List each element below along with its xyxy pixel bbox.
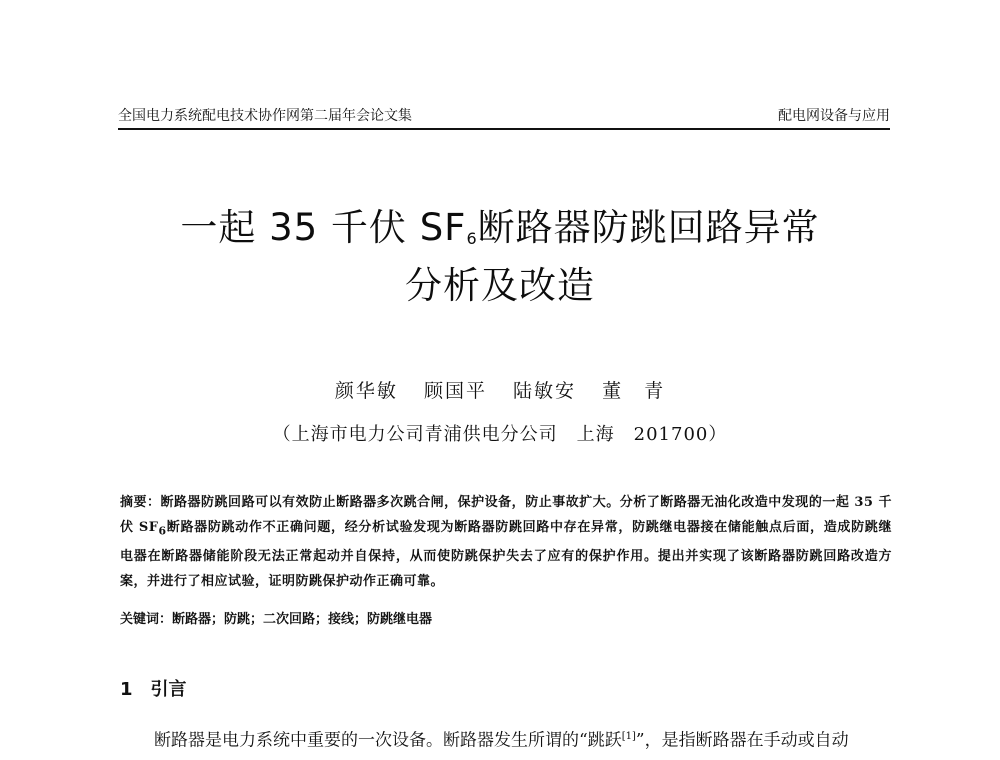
title-suffix: 断路器防跳回路异常 [477, 206, 820, 249]
paper-title-line2: 分析及改造 [405, 264, 595, 307]
header-journal-title: 全国电力系统配电技术协作网第二届年会论文集 [118, 108, 412, 124]
author: 颜华敏 [334, 380, 398, 402]
body-paragraph [120, 722, 892, 756]
section-number: 1 [120, 679, 133, 700]
section-heading [120, 675, 187, 701]
author-list [0, 376, 1000, 403]
abstract [120, 490, 892, 594]
citation-ref: [1] [621, 731, 636, 742]
title-subscript: 6 [466, 229, 478, 248]
author: 陆敏安 [513, 380, 577, 402]
keywords-label: 关键词： [120, 612, 173, 627]
running-header [118, 106, 890, 130]
keywords [120, 609, 892, 631]
author: 顾国平 [423, 380, 487, 402]
abstract-label: 摘要： [120, 495, 161, 510]
affiliation: （上海市电力公司青浦供电分公司 上海 201700） [272, 424, 728, 445]
paper-title-line1 [0, 203, 1000, 264]
abstract-subscript: 6 [158, 524, 167, 538]
abstract-text-2: 断路器防跳动作不正确问题，经分析试验发现为断路器防跳回路中存在异常，防跳继电器接在储能触点后面，造成防跳继电器在断路器储能阶段无法正常起动并自保持，从而使防跳保护失去了应有的保护作用。提出并实现了该断路器防跳回路改造方案，并进行了相应试验，证明防跳保护动作正确可靠。 [120, 520, 892, 589]
header-section-name: 配电网设备与应用 [778, 108, 890, 124]
keywords-text: 断路器；防跳；二次回路；接线；防跳继电器 [172, 612, 433, 627]
author: 董 青 [602, 380, 666, 402]
section-title: 引言 [150, 679, 187, 700]
title-prefix: 一起 35 千伏 SF [180, 206, 467, 249]
body-text-a: 断路器是电力系统中重要的一次设备。断路器发生所谓的“跳跃 [154, 730, 622, 751]
abstract-text-1: 断路器防跳回路可以有效防止断路器多次跳合闸，保护设备，防止事故扩大。分析了断路器无油化改造中发现的一起 35 千伏 SF [120, 495, 892, 535]
body-text-b: ”，是指断路器在手动或自动 [635, 730, 849, 751]
